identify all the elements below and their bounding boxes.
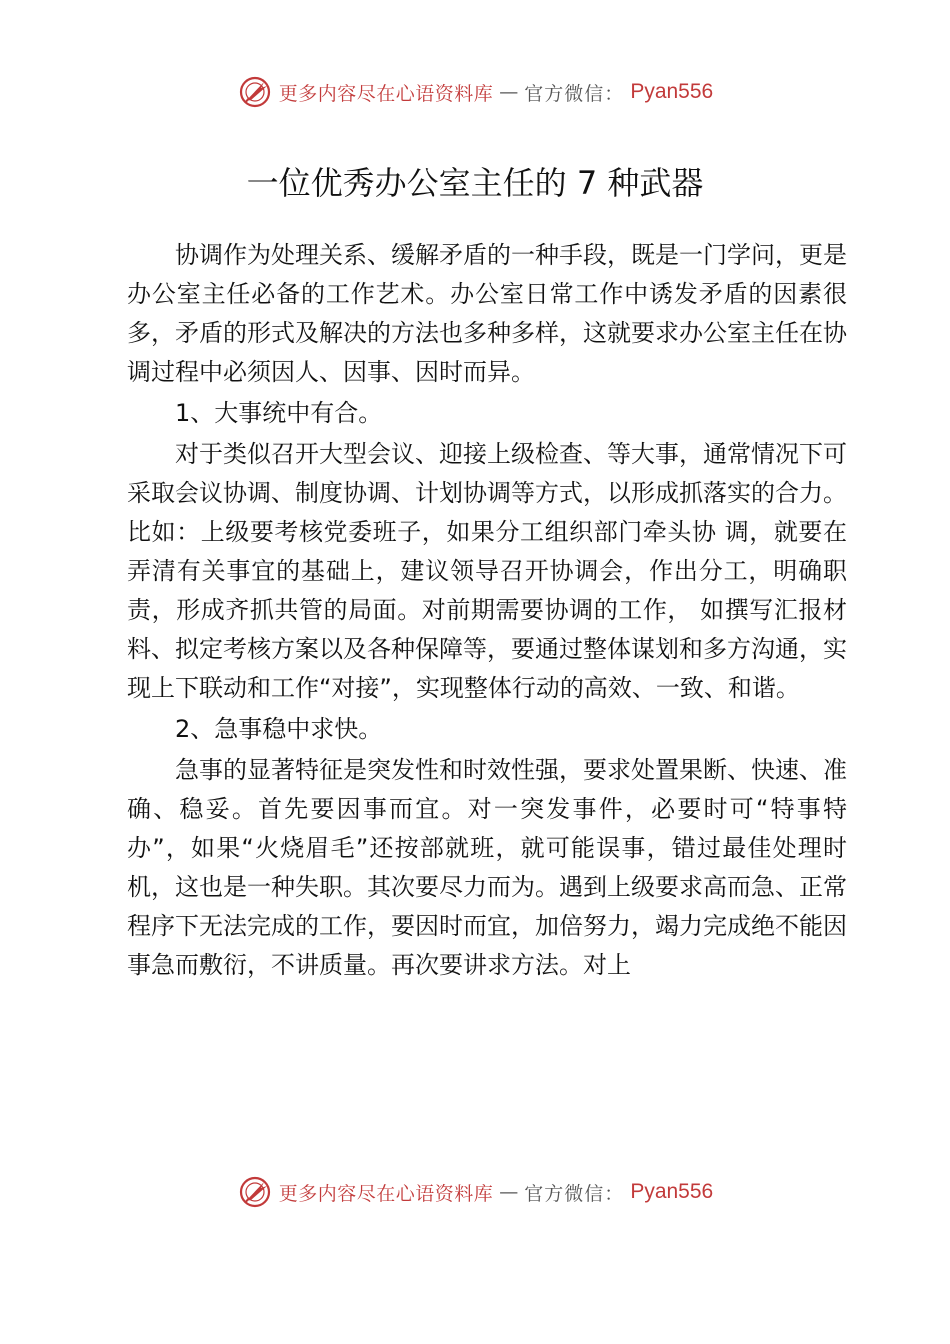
header-banner (0, 72, 950, 112)
body-paragraph: 协调作为处理关系、缓解矛盾的一种手段，既是一门学问，更是办公室主任必备的工作艺术。办公室日常工作中诱发矛盾的因素很多，矛盾的形式及解决的方法也多种多样，这就要求办公室主任在协调过程中必须因人、因事、因时而异。 (127, 241, 847, 386)
footer-banner-inner (237, 1174, 713, 1210)
banner-wechat-id: Pyan556 (630, 1180, 714, 1203)
body-paragraph: 对于类似召开大型会议、迎接上级检查、等大事，通常情况下可采取会议协调、制度协调、计划协调等方式，以形成抓落实的合力。比如：上级要考核党委班子，如果分工组织部门牵头协 调，就要在弄清有关事宜的基础上，建议领导召开协调会，作出分工，明确职责，形成齐抓共管的局面。对前期需要协调的工作， 如撰写汇报材料、拟定考核方案以及各种保障等，要通过整体谋划和多方沟通，实现上下联动和工作“对接”，实现整体行动的高效、一致、和谐。 (127, 440, 847, 702)
banner-promo-text: 更多内容尽在心语资料库 (278, 1182, 494, 1205)
banner-wechat-label: 官方微信： (524, 82, 625, 105)
footer-banner (0, 1172, 950, 1212)
banner-separator: — (499, 81, 519, 103)
quill-logo-icon (237, 74, 273, 110)
section-heading: 2、急事稳中求快。 (175, 715, 383, 743)
banner-separator: — (499, 1181, 519, 1203)
section-heading: 1、大事统中有合。 (175, 399, 383, 427)
banner-promo-text: 更多内容尽在心语资料库 (278, 82, 494, 105)
body-paragraph: 急事的显著特征是突发性和时效性强，要求处置果断、快速、准确、稳妥。首先要因事而宜。对一突发事件，必要时可“特事特办”，如果“火烧眉毛”还按部就班，就可能误事，错过最佳处理时机，这也是一种失职。其次要尽力而为。遇到上级要求高而急、正常程序下无法完成的工作，要因时而宜，加倍努力，竭力完成绝不能因事急而敷衍，不讲质量。再次要讲求方法。对上 (127, 756, 847, 979)
banner-wechat-id: Pyan556 (630, 80, 714, 103)
document-title: 一位优秀办公室主任的 7 种武器 (246, 164, 704, 202)
banner-wechat-label: 官方微信： (524, 1182, 625, 1205)
document-body (127, 236, 847, 987)
quill-logo-icon (237, 1174, 273, 1210)
header-banner-inner (237, 74, 713, 110)
